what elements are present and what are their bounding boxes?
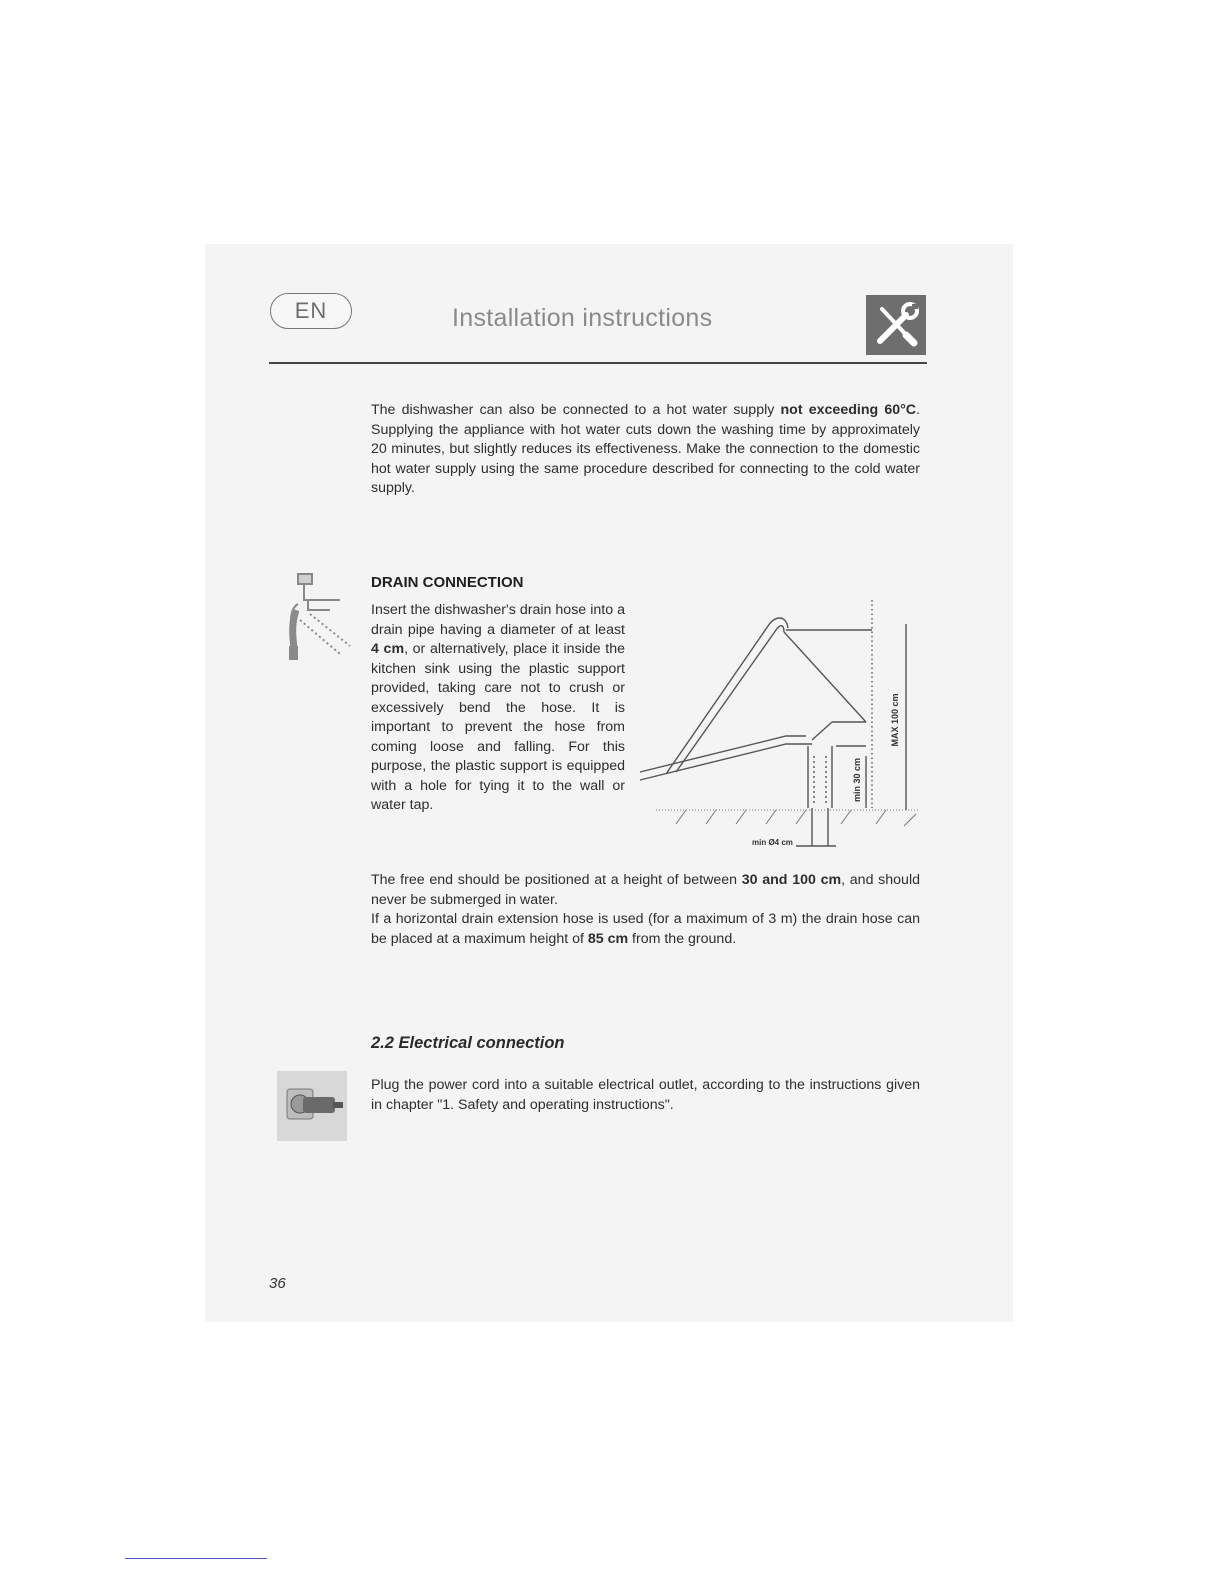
drain-connection-heading: DRAIN CONNECTION [371, 574, 524, 591]
power-plug-icon [277, 1071, 347, 1141]
wrench-screwdriver-icon [866, 295, 926, 355]
page-number: 36 [269, 1275, 286, 1292]
electrical-connection-heading: 2.2 Electrical connection [371, 1034, 565, 1052]
tools-icon [866, 295, 926, 355]
drain-height-diagram [636, 596, 926, 854]
footnote-separator [125, 1558, 267, 1559]
language-badge [270, 293, 352, 329]
diameter-label: min Ø4 cm [752, 838, 793, 847]
language-code: EN [294, 298, 328, 323]
page-title: Installation instructions [452, 304, 713, 332]
hot-water-paragraph: The dishwasher can also be connected to a hot water supply not exceeding 60°C. Supplying the appliance with hot water cuts down the washing time by approximately 20 minutes, but slightly reduces its effectiveness. Make the connection to the domestic hot water supply using the same procedure described for connecting to the cold water supply. [371, 402, 920, 496]
drain-hose-diagram [636, 596, 926, 854]
header-divider [269, 362, 927, 364]
free-end-paragraph: The free end should be positioned at a height of between 30 and 100 cm, and should never be submerged in water. [371, 872, 920, 908]
min-height-label: min 30 cm [852, 757, 862, 803]
extension-hose-paragraph: If a horizontal drain extension hose is used (for a maximum of 3 m) the drain hose can be placed at a maximum height of 85 cm from the ground. [371, 911, 920, 947]
electrical-paragraph: Plug the power cord into a suitable electrical outlet, according to the instructions given in chapter "1. Safety and operating instructions". [371, 1077, 920, 1113]
faucet-illustration [270, 570, 352, 666]
drain-instructions-paragraph: Insert the dishwasher's drain hose into a drain pipe having a diameter of at least 4 cm, or alternatively, place it inside the kitchen sink using the plastic support provided, taking care not to crush or excessively bend the hose. It is important to prevent the hose from coming loose and falling. For this purpose, the plastic support is equipped with a hole for tying it to the wall or water tap. [371, 602, 625, 813]
faucet-hose-icon [270, 570, 352, 666]
max-height-label: MAX 100 cm [890, 693, 900, 747]
plug-socket-icon [277, 1071, 347, 1141]
